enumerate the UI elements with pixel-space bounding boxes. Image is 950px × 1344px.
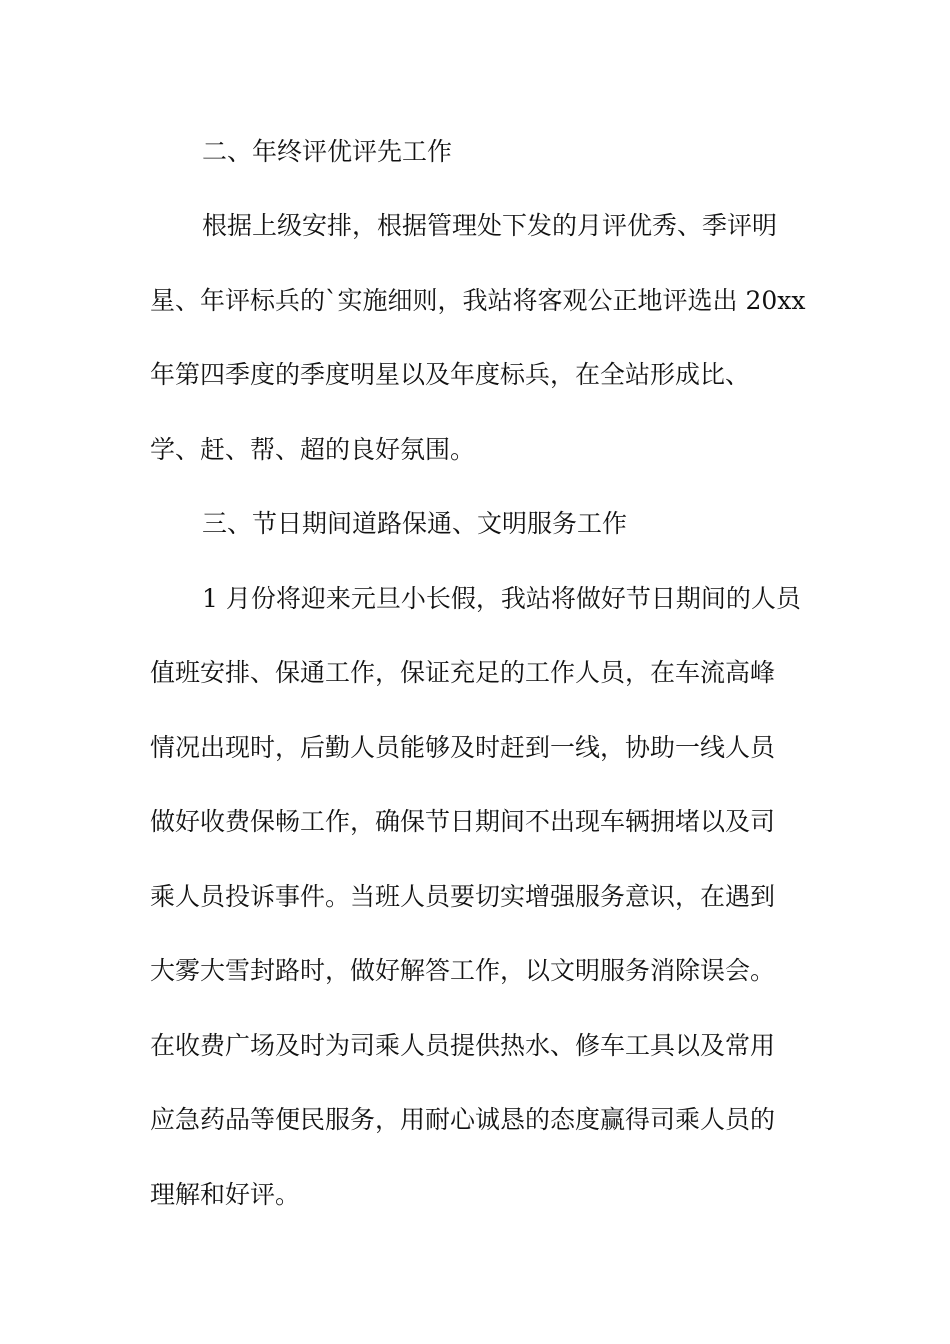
paragraph-line: 值班安排、保通工作，保证充足的工作人员，在车流高峰: [150, 658, 776, 687]
paragraph-line: 乘人员投诉事件。当班人员要切实增强服务意识，在遇到: [150, 882, 776, 911]
section-heading-holiday-service: 三、节日期间道路保通、文明服务工作: [202, 509, 628, 538]
paragraph-line: 理解和好评。: [150, 1180, 301, 1209]
paragraph-line: 做好收费保畅工作，确保节日期间不出现车辆拥堵以及司: [150, 807, 776, 836]
paragraph-line: 星、年评标兵的`实施细则，我站将客观公正地评选出 20xx: [150, 286, 806, 315]
paragraph-line: 1 月份将迎来元旦小长假，我站将做好节日期间的人员: [202, 584, 801, 613]
paragraph-line: 应急药品等便民服务，用耐心诚恳的态度赢得司乘人员的: [150, 1105, 776, 1134]
paragraph-line: 在收费广场及时为司乘人员提供热水、修车工具以及常用: [150, 1031, 776, 1060]
paragraph-line: 大雾大雪封路时，做好解答工作，以文明服务消除误会。: [150, 956, 776, 985]
paragraph-line: 年第四季度的季度明星以及年度标兵，在全站形成比、: [150, 360, 751, 389]
paragraph-line: 情况出现时，后勤人员能够及时赶到一线，协助一线人员: [150, 733, 776, 762]
paragraph-line: 根据上级安排，根据管理处下发的月评优秀、季评明: [202, 211, 778, 240]
section-heading-year-end-awards: 二、年终评优评先工作: [202, 137, 453, 166]
paragraph-line: 学、赶、帮、超的良好氛围。: [150, 435, 476, 464]
